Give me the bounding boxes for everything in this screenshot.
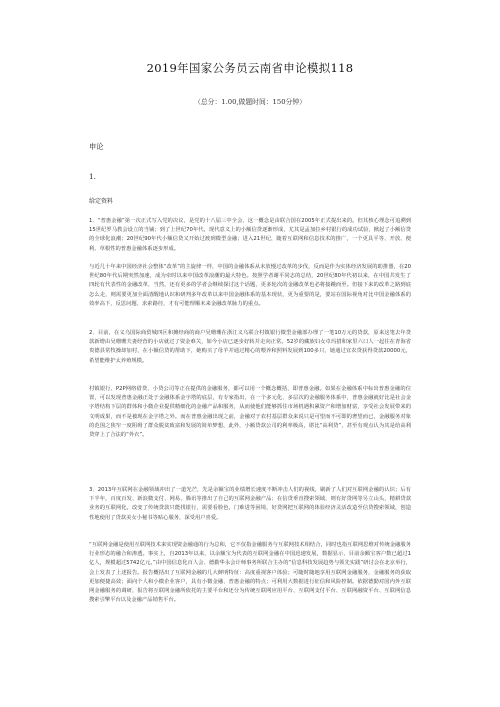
question-number: 1. — [89, 172, 96, 181]
paragraph-4: 村镇银行、P2P网络借贷、小贷公司等正在提供的金融服务，都可以用一个概念概括，即普惠金融。如果在金融体系中标出普惠金融的位置，可以发现普惠金融正处于金融体系金字塔的底层，有专家指出，在一个多元化、多层次的金融服务体系中，普惠金融就好比是社会金字塔结构下层的群体和小微企业提供精细化的金融产品和服务，从而使他们能够抓住市场机遇积累资产和增加财富，享受社会发展带来的文明成果，而不是被现在金字塔之外。而在普惠金融出现之前，金融对于农村基层群众来说只是可望而不可即的奢望而已，金融服务对象的范围之狭窄一度阻碍了群众脱贫致富和发展的简单梦想，此外，小额贷款公司的利率极高，堪比“高利贷”，甚至有观点认为其是给高利贷穿上了合法的“外衣”。 — [89, 386, 411, 439]
paragraph-3: 2．目前，在义乌国际商贸城四区和摊经商的商户吴珊珊在浙江义乌联合村镇银行微型金融部办理了一笔10万元的贷款，原来这笔去年贷款新增由吴珊珊夫妻经营的小店就过了资金难关，如今小店已逐步好转并走向正常。52岁的藏族妇女卓玛措和家里六口人一起往在青海省贵德县常牧操却加村，在小额信贷的帮助下，她购买了母羊并通过精心的喂养和照料发展到100多只，她通过宜农贷获得贷款20000元，希望能维护太养殖规模。 — [89, 330, 411, 364]
paragraph-5: 3．2013年互联网在金融领域冲出了一道光芒，先是余额宝的业绩增长速度不断冲击人们的视线，刷新了人们对互联网金融的认识；后有下半年，百度百发、新浪微支付、网易、腾讯等推出了自己的互联网金融产品；在信贷垂直搜索领域，则有好贷网等另立山头，精耕贷款业务的互联网化，改变了传统贷款只能找银行，需要看脸色，门难进等困境，好贷网把互联网的体验经济灵活改造至信贷搜索领域，创造性地使用了贷款美女小秘书等贴心服务，深受用户喜爱。 — [89, 487, 411, 521]
score-time-info: （总分：1.00,做题时间：150分钟） — [194, 98, 306, 106]
paragraph-2: 与近几十年来中国经济社会整体“改革”的主旋律一样，中国的金融体系从未放慢过改革的步伐，反而是作为实体经济发展的助推器，在20世纪80年代后期突然加速，成为牵时以来中国改革浪潮的最大特色。按照学者谢平同志的总结，20世纪80年代初以来，在中国共发生了四轮有代表性的金融改革，当然，还有更多的学者会继续探讨这个话题，更多轮次的金融改革也必将接踵而至。但接下来的改革之路到底怎么走，则需要更加全面清醒地认识和研判多年改革以来中国金融体系的基本现状，更为重要的是，要站在国际视角对比中国金融体系的效率高下，反思问题、求索路径，才有可能理顺未来金融改革脉力的重点。 — [89, 264, 411, 307]
paragraph-1: 1．“普惠金融”第一次正式写入党的决议，是党的十八届三中全会，这一概念是由联合国在2005年正式提出来的。但其核心理念可追溯到15世纪罗马教会设立的当铺；到了上世纪70年代，现代意义上的小额信贷逐渐形成，尤其是孟加拉乡村银行的成功试验，掀起了小额信贷的全球化浪潮；20世纪90年代小额信贷又开始过渡到微型金融；进入21世纪，随着互联网和信息技术的推广，一个更具平等、开放、便利、草根性的普惠金融体系逐步形成。 — [89, 218, 411, 252]
material-label: 给定资料 — [89, 198, 114, 205]
page-title: 2019年国家公务员云南省申论模拟118 — [146, 61, 354, 75]
paragraph-6: “互联网金融是使用互联网技术来实现资金融通的行为总和，它不仅指金融服务与互联网技术相结合，同时也指互联网思维对传统金融服务行业形态的融合和渗透。事实上，自2013年以来，以余额宝为代表的互联网金融在中国迅速发展，数据显示，目前余额宝客户数已超过1亿人，规模超过5742亿元。”由中国信息化百人会、德勤华永会计师事务所联合主办的“信息科技发展趋势与领先实践”研讨会在北京举行，会上发表了上述报告。报告概括出了互联网金融的几大鲜明特征：高度重视客户体验；可随时随地享用互联网金融服务，金融服务的获取更加便捷高效；面向个人和小微企业客户，具有小微金融、普惠金融的特点；可利用大数据进行征信和风险控制。依据德勤对国内外互联网金融服务的调研，报告将互联网金融所依托的主要平台和还分为传统互联网应用平台、互联网支付平台、互联网融资平台、互联网信息搜索引擎平台以及金融产品销售平台。 — [89, 542, 411, 604]
section-heading: 申论 — [89, 142, 104, 151]
